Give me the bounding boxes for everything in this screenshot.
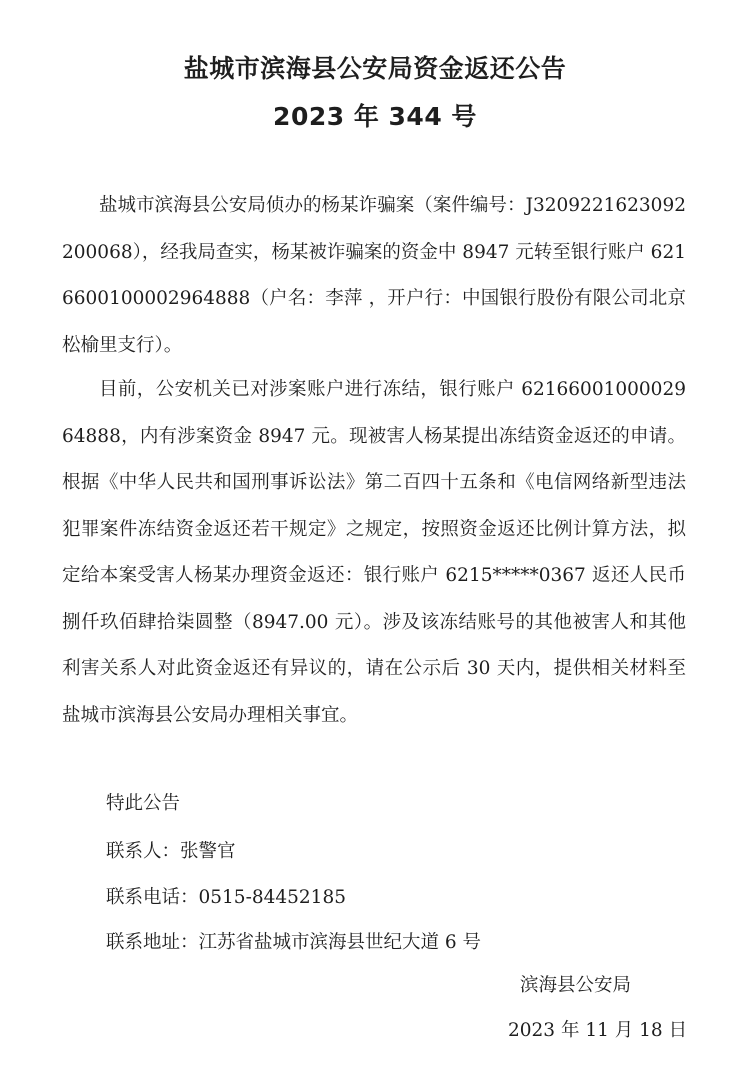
closing-statement: 特此公告 (106, 793, 181, 814)
contact-phone: 联系电话：0515-84452185 (106, 887, 346, 908)
body-paragraph-refund: 目前，公安机关已对涉案账户进行冻结，银行账户 6216600100002964888，内有涉案资金 8947 元。现被害人杨某提出冻结资金返还的申请。根据《中华人民共和国刑事诉讼法》第二百四十五条和《电信网络新型违法犯罪案件冻结资金返还若干规定》之规定，按照资金返还比例计算方法，拟定给本案受害人杨某办理资金返还：银行账户 6215*****0367 返还人民币捌仟玖佰肆拾柒圆整（8947.00 元）。涉及该冻结账号的其他被害人和其他利害关系人对此资金返还有异议的，请在公示后 30 天内，提供相关材料至盐城市滨海县公安局办理相关事宜。 (62, 379, 686, 726)
contact-person: 联系人：张警官 (106, 841, 236, 862)
notice-title: 盐城市滨海县公安局资金返还公告 (183, 54, 567, 83)
document-number: 2023 年 344 号 (273, 102, 477, 131)
contact-address: 联系地址：江苏省盐城市滨海县世纪大道 6 号 (106, 932, 482, 953)
issue-date: 2023 年 11 月 18 日 (508, 1020, 688, 1041)
issuer-signature: 滨海县公安局 (520, 975, 632, 996)
body-paragraph-case: 盐城市滨海县公安局侦办的杨某诈骗案（案件编号：J3209221623092200068），经我局查实，杨某被诈骗案的资金中 8947 元转至银行账户 6216600100002964888（户名：李萍 ，开户行：中国银行股份有限公司北京松榆里支行）。 (62, 195, 686, 356)
